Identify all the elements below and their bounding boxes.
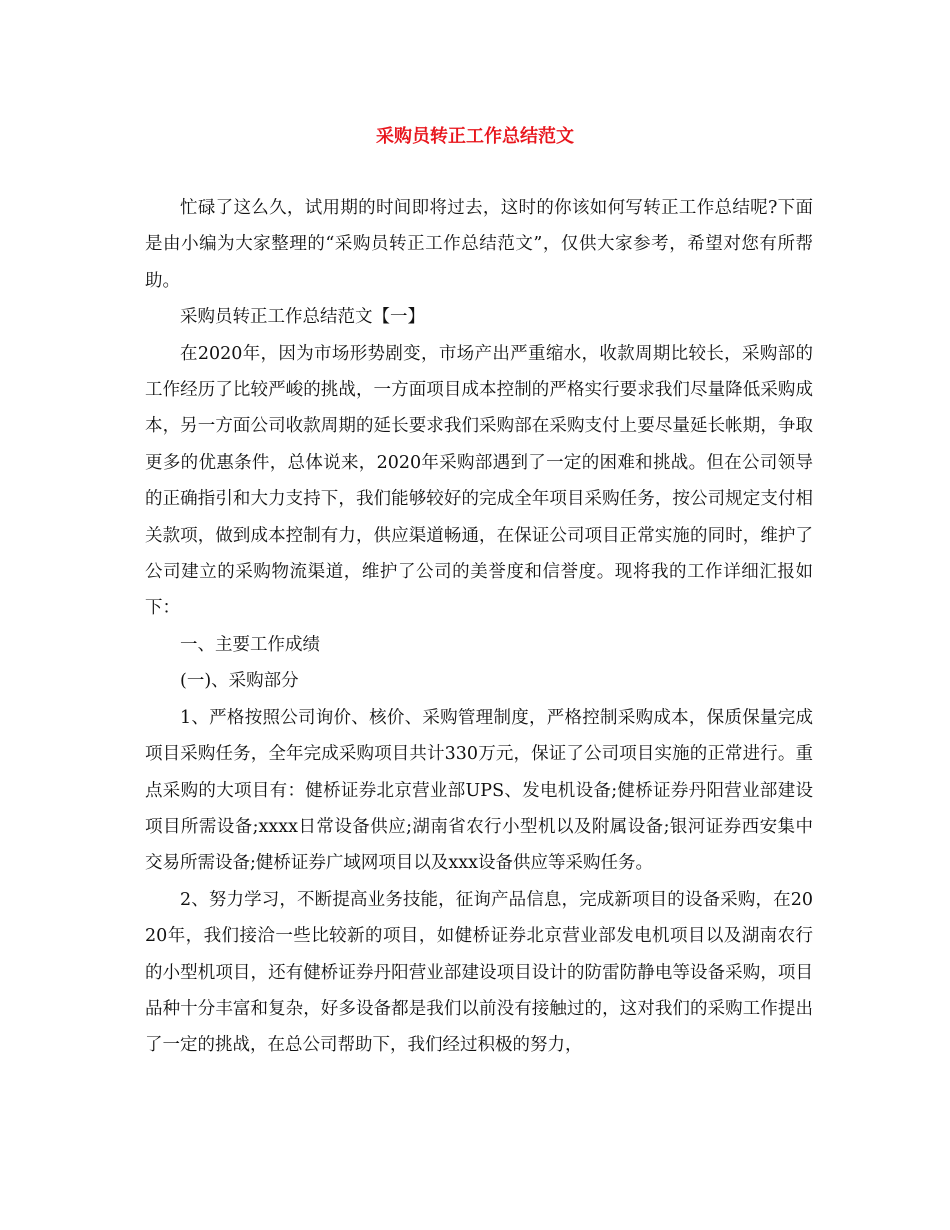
item-2-paragraph: 2、努力学习，不断提高业务技能，征询产品信息，完成新项目的设备采购，在2020年，我们接洽一些比较新的项目，如健桥证券北京营业部发电机项目以及湖南农行的小型机项目，还有健桥证券丹阳营业部建设项目设计的防雷防静电等设备采购，项目品种十分丰富和复杂，好多设备都是我们以前没有接触过的，这对我们的采购工作提出了一定的挑战，在总公司帮助下，我们经过积极的努力， [145, 889, 813, 1056]
main-achievements-heading: 一、主要工作成绩 [180, 634, 320, 655]
overview-paragraph: 在2020年，因为市场形势剧变，市场产出严重缩水，收款周期比较长，采购部的工作经历了比较严峻的挑战，一方面项目成本控制的严格实行要求我们尽量降低采购成本，另一方面公司收款周期的延长要求我们采购部在采购支付上要尽量延长帐期，争取更多的优惠条件，总体说来，2020年采购部遇到了一定的困难和挑战。但在公司领导的正确指引和大力支持下，我们能够较好的完成全年项目采购任务，按公司规定支付相关款项，做到成本控制有力，供应渠道畅通，在保证公司项目正常实施的同时，维护了公司建立的采购物流渠道，维护了公司的美誉度和信誉度。现将我的工作详细汇报如下： [145, 343, 813, 619]
section-heading-part-one: 采购员转正工作总结范文【一】 [180, 307, 425, 328]
intro-paragraph: 忙碌了这么久，试用期的时间即将过去，这时的你该如何写转正工作总结呢?下面是由小编为大家整理的“采购员转正工作总结范文”，仅供大家参考，希望对您有所帮助。 [145, 198, 813, 291]
procurement-subheading: (一)、采购部分 [180, 671, 299, 692]
item-1-paragraph: 1、严格按照公司询价、核价、采购管理制度，严格控制采购成本，保质保量完成项目采购任务，全年完成采购项目共计330万元，保证了公司项目实施的正常进行。重点采购的大项目有：健桥证券北京营业部UPS、发电机设备;健桥证券丹阳营业部建设项目所需设备;xxxx日常设备供应;湖南省农行小型机以及附属设备;银河证券西安集中交易所需设备;健桥证券广域网项目以及xxx设备供应等采购任务。 [145, 707, 813, 874]
document-body [145, 190, 813, 1064]
document-title: 采购员转正工作总结范文 [376, 126, 574, 147]
